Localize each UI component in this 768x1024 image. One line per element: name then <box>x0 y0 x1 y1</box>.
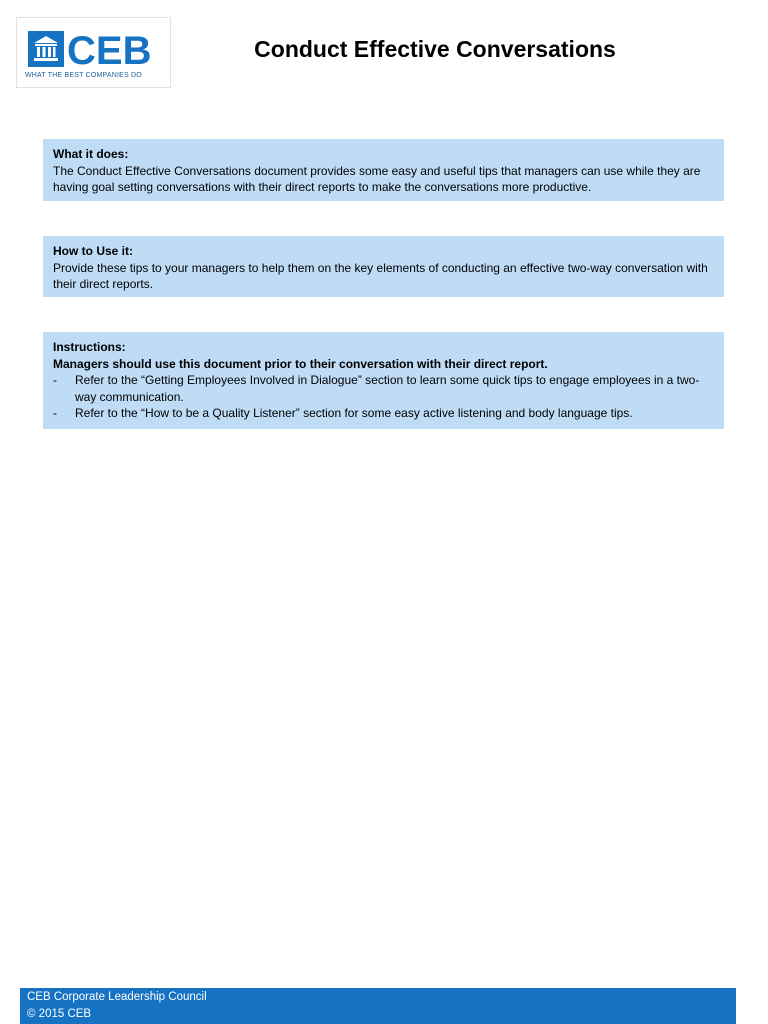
list-item-text: Refer to the “Getting Employees Involved in Dialogue” section to learn some quick tips to engage employees in a two-way communication. <box>75 373 700 404</box>
page-title: Conduct Effective Conversations <box>254 36 616 62</box>
what-it-does-body: The Conduct Effective Conversations document provides some easy and useful tips that managers can use while they are having goal setting conversations with their direct reports to make the conversations more productive. <box>53 163 701 194</box>
instructions-heading: Instructions: <box>53 340 126 354</box>
how-to-use-body: Provide these tips to your managers to help them on the key elements of conducting an effective two-way conversation with their direct reports. <box>53 260 708 291</box>
ceb-logo <box>16 17 171 88</box>
instructions-section <box>43 332 724 429</box>
footer-copyright: © 2015 CEB <box>27 1008 92 1020</box>
list-item <box>53 372 714 405</box>
instructions-subheading: Managers should use this document prior to their conversation with their direct report. <box>53 356 548 371</box>
list-item <box>53 405 714 422</box>
how-to-use-heading: How to Use it: <box>53 244 133 258</box>
page-footer <box>20 988 736 1024</box>
footer-council-name: CEB Corporate Leadership Council <box>27 991 207 1003</box>
what-it-does-heading: What it does: <box>53 147 129 161</box>
bullet-dash: - <box>53 406 57 420</box>
instructions-list <box>53 372 714 422</box>
logo-tagline: WHAT THE BEST COMPANIES DO <box>25 72 142 79</box>
ceb-logo-mark <box>28 29 171 69</box>
logo-wordmark: CEB <box>67 29 152 69</box>
what-it-does-section <box>43 139 724 201</box>
list-item-text: Refer to the “How to be a Quality Listener” section for some easy active listening and body language tips. <box>75 406 633 420</box>
bullet-dash: - <box>53 373 57 387</box>
how-to-use-section <box>43 236 724 297</box>
